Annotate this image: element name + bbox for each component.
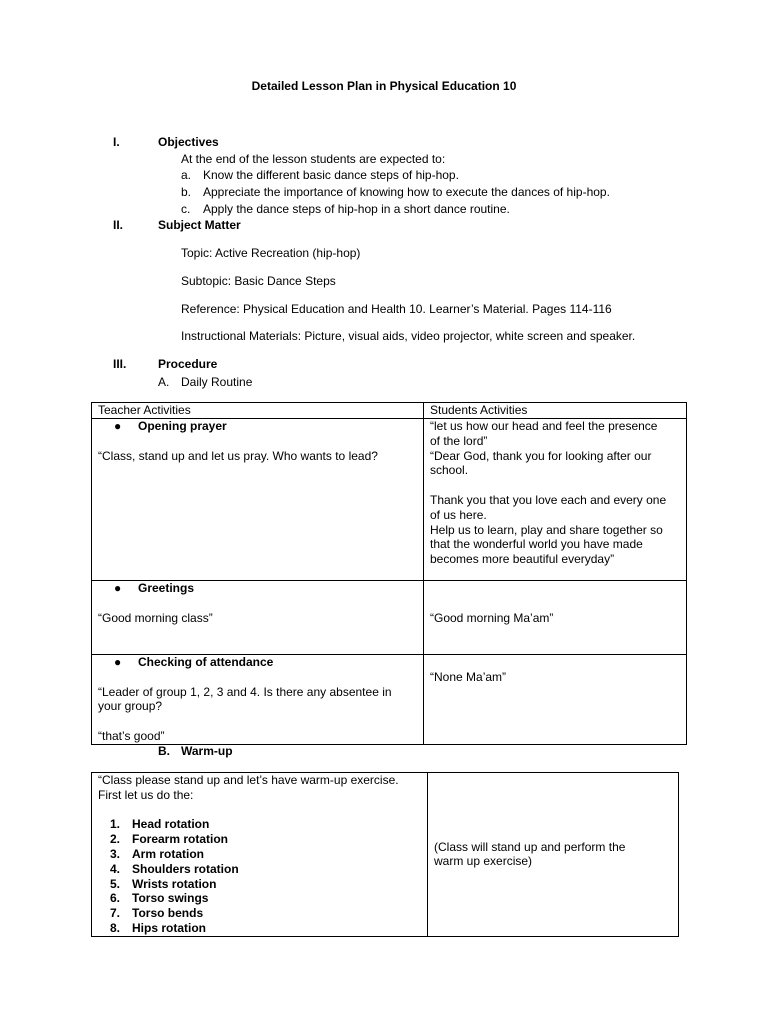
table-row-opening-prayer bbox=[92, 419, 687, 581]
table-row-warm-up bbox=[92, 773, 679, 937]
teacher-line-thats-good: “that’s good” bbox=[98, 728, 165, 743]
exercise-name: Arm rotation bbox=[132, 846, 204, 861]
bullet-icon: ● bbox=[114, 655, 122, 669]
table-row-attendance bbox=[92, 655, 687, 745]
student-cell-greetings bbox=[424, 581, 687, 655]
daily-routine-table bbox=[91, 402, 687, 745]
objective-letter-c: c. bbox=[181, 202, 191, 216]
subsection-letter-a: A. bbox=[158, 375, 170, 389]
bullet-icon: ● bbox=[114, 581, 122, 595]
list-item: 8. Hips rotation bbox=[110, 920, 206, 935]
item-title-attendance: Checking of attendance bbox=[138, 655, 274, 669]
bullet-icon: ● bbox=[114, 419, 122, 433]
subject-topic: Topic: Active Recreation (hip-hop) bbox=[181, 246, 361, 260]
teacher-line-prayer: “Class, stand up and let us pray. Who wants to lead? bbox=[98, 448, 378, 463]
header-teacher-activities: Teacher Activities bbox=[92, 403, 424, 419]
student-cell-warm-up bbox=[428, 773, 679, 937]
exercise-name: Hips rotation bbox=[132, 920, 206, 935]
student-cell-prayer bbox=[424, 419, 687, 581]
warm-up-table bbox=[91, 772, 679, 937]
objective-text-a: Know the different basic dance steps of hip-hop. bbox=[203, 168, 459, 182]
list-item: 2. Forearm rotation bbox=[110, 832, 229, 847]
teacher-cell-prayer bbox=[92, 419, 424, 581]
teacher-cell-warm-up bbox=[92, 773, 428, 937]
exercise-name: Forearm rotation bbox=[132, 832, 229, 847]
exercise-name: Wrists rotation bbox=[132, 876, 217, 891]
subsection-letter-b: B. bbox=[158, 744, 170, 758]
exercise-name: Shoulders rotation bbox=[132, 861, 239, 876]
student-prayer-line: of the lord” bbox=[430, 433, 488, 448]
exercise-name: Torso swings bbox=[132, 891, 209, 906]
objective-letter-b: b. bbox=[181, 185, 192, 199]
teacher-line-attendance: your group? bbox=[98, 699, 163, 714]
item-title-greetings: Greetings bbox=[138, 581, 195, 595]
teacher-cell-attendance bbox=[92, 655, 424, 745]
section-heading-objectives: Objectives bbox=[158, 135, 219, 149]
list-item: 5. Wrists rotation bbox=[110, 876, 217, 891]
subsection-daily-routine: Daily Routine bbox=[181, 375, 253, 389]
section-heading-subject-matter: Subject Matter bbox=[158, 218, 241, 232]
list-item: 3. Arm rotation bbox=[110, 846, 204, 861]
item-title-opening-prayer: Opening prayer bbox=[138, 419, 227, 433]
list-item: 6. Torso swings bbox=[110, 891, 209, 906]
list-item: 4. Shoulders rotation bbox=[110, 861, 239, 876]
student-line-warm-up: (Class will stand up and perform the bbox=[434, 839, 626, 854]
subject-reference: Reference: Physical Education and Health 10. Learner’s Material. Pages 114-116 bbox=[181, 302, 612, 316]
list-item: 1. Head rotation bbox=[110, 817, 210, 832]
table-row-greetings bbox=[92, 581, 687, 655]
list-item: 7. Torso bends bbox=[110, 906, 204, 921]
exercise-name: Torso bends bbox=[132, 906, 204, 921]
student-line-greetings: “Good morning Ma’am” bbox=[430, 610, 554, 625]
exercise-name: Head rotation bbox=[132, 817, 210, 832]
objective-text-b: Appreciate the importance of knowing how to execute the dances of hip-hop. bbox=[203, 185, 610, 199]
table-header-row bbox=[92, 403, 687, 419]
student-prayer-line: that the wonderful world you have made bbox=[430, 537, 643, 552]
warm-up-intro-line: “Class please stand up and let’s have warm-up exercise. bbox=[98, 773, 399, 787]
warm-up-intro-line: First let us do the: bbox=[98, 787, 194, 802]
section-heading-procedure: Procedure bbox=[158, 357, 218, 371]
objectives-intro: At the end of the lesson students are expected to: bbox=[181, 152, 446, 166]
section-number-objectives: I. bbox=[113, 135, 120, 149]
teacher-line-attendance: “Leader of group 1, 2, 3 and 4. Is there any absentee in bbox=[98, 684, 392, 699]
student-prayer-line: Help us to learn, play and share together so bbox=[430, 522, 663, 537]
subject-materials: Instructional Materials: Picture, visual aids, video projector, white screen and speaker. bbox=[181, 329, 636, 343]
student-prayer-line: Thank you that you love each and every one bbox=[430, 492, 667, 507]
student-prayer-line: school. bbox=[430, 463, 469, 478]
student-line-warm-up: warm up exercise) bbox=[434, 854, 533, 869]
student-prayer-line: becomes more beautiful everyday” bbox=[430, 552, 615, 567]
section-number-procedure: III. bbox=[113, 357, 127, 371]
student-prayer-line: “Dear God, thank you for looking after our bbox=[430, 448, 652, 463]
student-prayer-line: of us here. bbox=[430, 507, 487, 522]
document-title: Detailed Lesson Plan in Physical Education 10 bbox=[251, 79, 517, 93]
student-prayer-line: “let us how our head and feel the presence bbox=[430, 419, 658, 433]
student-line-attendance: “None Ma’am” bbox=[430, 669, 507, 684]
section-number-subject-matter: II. bbox=[113, 218, 124, 232]
student-cell-attendance bbox=[424, 655, 687, 745]
teacher-line-greetings: “Good morning class” bbox=[98, 610, 213, 625]
objective-text-c: Apply the dance steps of hip-hop in a short dance routine. bbox=[203, 202, 510, 216]
subsection-warm-up: Warm-up bbox=[181, 744, 233, 758]
objective-letter-a: a. bbox=[181, 168, 192, 182]
header-students-activities: Students Activities bbox=[424, 403, 687, 419]
teacher-cell-greetings bbox=[92, 581, 424, 655]
subject-subtopic: Subtopic: Basic Dance Steps bbox=[181, 274, 336, 288]
